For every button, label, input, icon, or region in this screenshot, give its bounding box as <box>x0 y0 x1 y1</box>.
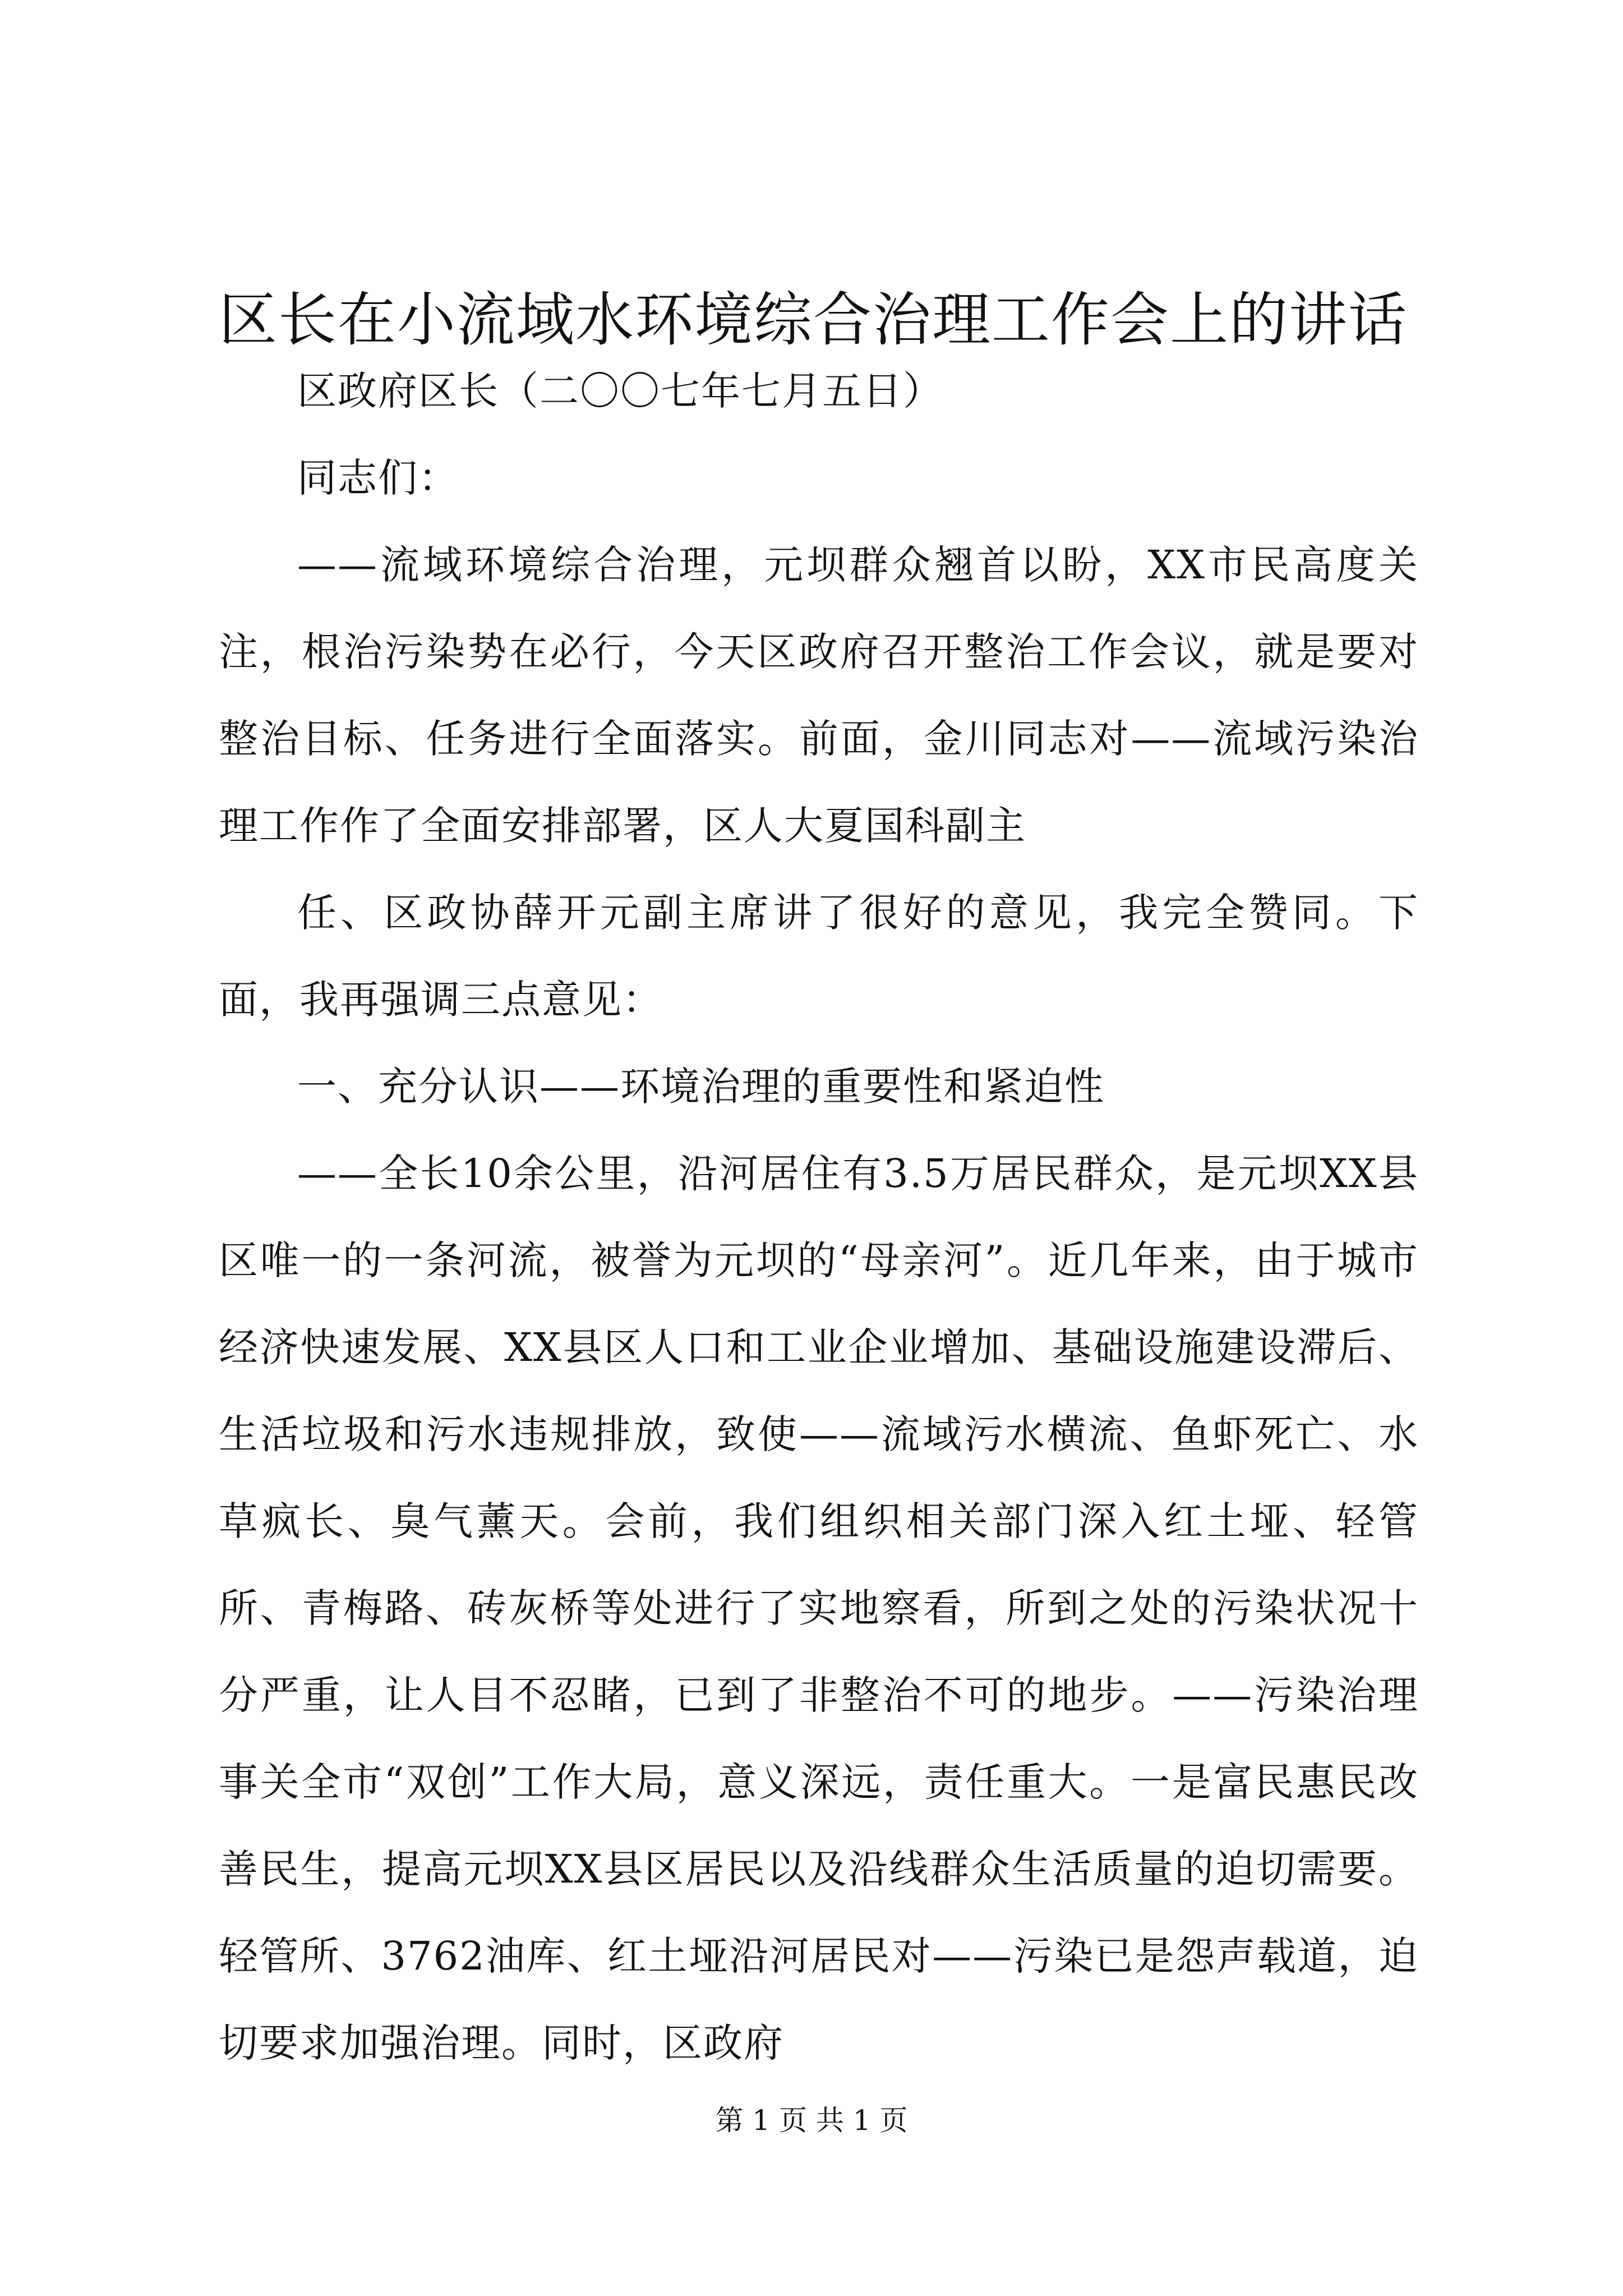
document-title: 区长在小流域水环境综合治理工作会上的讲话 <box>219 286 1408 354</box>
body-paragraph: ——全长10余公里，沿河居住有3.5万居民群众，是元坝XX县区唯一的一条河流，被誉为元坝的“母亲河”。近几年来，由于城市经济快速发展、XX县区人口和工业企业增加、基础设施建设滞后、生活垃圾和污水违规排放，致使——流域污水横流、鱼虾死亡、水草疯长、臭气薰天。会前，我们组织相关部门深入红土垭、轻管所、青梅路、砖灰桥等处进行了实地察看，所到之处的污染状况十分严重，让人目不忍睹，已到了非整治不可的地步。——污染治理事关全市“双创”工作大局，意义深远，责任重大。一是富民惠民改善民生，提高元坝XX县区居民以及沿线群众生活质量的迫切需要。轻管所、3762油库、红土垭沿河居民对——污染已是怨声载道，迫切要求加强治理。同时，区政府 <box>219 1151 1419 2066</box>
body-paragraph: 任、区政协薛开元副主席讲了很好的意见，我完全赞同。下面，我再强调三点意见： <box>219 890 1419 1023</box>
page-footer <box>0 2101 1623 2140</box>
document-body <box>219 348 1419 2087</box>
section-heading: 一、充分认识——环境治理的重要性和紧迫性 <box>297 1064 1105 1110</box>
body-paragraph: ——流域环境综合治理，元坝群众翘首以盼，XX市民高度关注，根治污染势在必行，今天区政府召开整治工作会议，就是要对整治目标、任务进行全面落实。前面，金川同志对——流域污染治理工作作了全面安排部署，区人大夏国科副主 <box>219 542 1419 849</box>
speaker-line: 区政府区长（二〇〇七年七月五日） <box>297 368 943 414</box>
page-number: 第 1 页 共 1 页 <box>715 2104 908 2137</box>
salutation: 同志们： <box>297 455 459 501</box>
